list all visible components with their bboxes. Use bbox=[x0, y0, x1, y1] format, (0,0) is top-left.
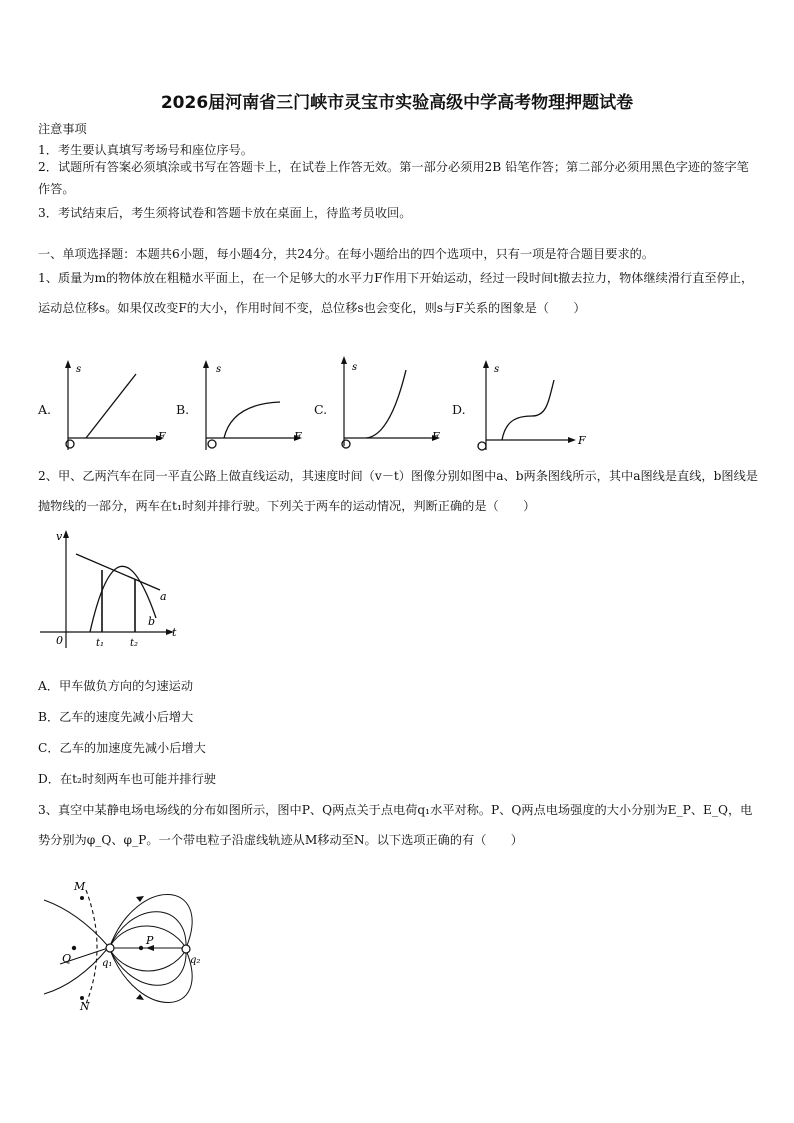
q1a-f-label: F bbox=[158, 430, 166, 443]
q1-graph-b[interactable] bbox=[198, 360, 318, 455]
notice-heading: 注意事项 bbox=[38, 122, 87, 136]
q1-graph-d[interactable] bbox=[476, 360, 596, 455]
q1b-s-label: s bbox=[216, 364, 222, 375]
q2-t-label: t bbox=[172, 626, 177, 639]
q1-option-d-label[interactable]: D. bbox=[452, 402, 466, 417]
q1-option-b-label[interactable]: B. bbox=[176, 402, 190, 417]
section-heading: 一、单项选择题：本题共6小题，每小题4分，共24分。在每小题给出的四个选项中，只有一项是符合题目要求的。 bbox=[38, 247, 655, 261]
q1c-s-label: s bbox=[352, 362, 358, 373]
q1-graph-c[interactable] bbox=[336, 356, 456, 451]
q2-option-d[interactable]: D．在t₂时刻两车也可能并排行驶 bbox=[38, 772, 216, 786]
q2-origin-label: 0 bbox=[56, 634, 63, 647]
q1-option-c-label[interactable]: C. bbox=[314, 402, 328, 417]
q3-p-label: P bbox=[146, 934, 154, 947]
q1c-f-label: F bbox=[432, 430, 440, 443]
q1d-s-label: s bbox=[494, 364, 500, 375]
q3-q-label: Q bbox=[62, 952, 72, 965]
notice-item-3: 3．考试结束后，考生须将试卷和答题卡放在桌面上，待监考员收回。 bbox=[38, 206, 412, 220]
page-title: 2026届河南省三门峡市灵宝市实验高级中学高考物理押题试卷 bbox=[160, 93, 634, 113]
q3-q2-label: q₂ bbox=[190, 955, 201, 966]
q2-t2-label: t₂ bbox=[130, 638, 139, 649]
q2-v-label: v bbox=[56, 530, 63, 543]
notice-item-1: 1．考生要认真填写考场号和座位序号。 bbox=[38, 143, 253, 157]
q2-vt-graph bbox=[38, 528, 188, 653]
q2-t1-label: t₁ bbox=[96, 638, 105, 649]
q3-m-label: M bbox=[74, 880, 86, 893]
q2-b-label: b bbox=[148, 615, 156, 628]
notice-item-2: 2．试题所有答案必须填涂或书写在答题卡上，在试卷上作答无效。第一部分必须用2B 铅笔作答；第二部分必须用黑色字迹的签字笔作答。 bbox=[38, 160, 749, 196]
q1-graph-a[interactable] bbox=[60, 360, 180, 455]
q3-n-label: N bbox=[80, 1000, 90, 1013]
q2-option-c[interactable]: C．乙车的加速度先减小后增大 bbox=[38, 741, 206, 755]
q2-a-label: a bbox=[160, 590, 167, 603]
q2-option-b[interactable]: B．乙车的速度先减小后增大 bbox=[38, 710, 194, 724]
q1b-f-label: F bbox=[294, 430, 302, 443]
q1d-f-label: F bbox=[578, 434, 586, 447]
q2-option-a[interactable]: A．甲车做负方向的匀速运动 bbox=[38, 679, 194, 693]
q1-option-a-label[interactable]: A. bbox=[38, 402, 52, 417]
question-2-text: 2、甲、乙两汽车在同一平直公路上做直线运动，其速度时间（v－t）图像分别如图中a、b两条图线所示，其中a图线是直线，b图线是抛物线的一部分，两车在t₁时刻并排行驶。下列关于两车的运动情况，判断正确的是（ ） bbox=[38, 469, 758, 513]
q3-q1-label: q₁ bbox=[102, 958, 113, 969]
q1a-s-label: s bbox=[76, 364, 82, 375]
question-3-text: 3、真空中某静电场电场线的分布如图所示，图中P、Q两点关于点电荷q₁水平对称。P、Q两点电场强度的大小分别为E_P、E_Q，电势分别为φ_Q、φ_P。一个带电粒子沿虚线轨迹从M移动至N。以下选项正确的有（ ） bbox=[38, 803, 753, 847]
q3-field-diagram bbox=[38, 872, 238, 1022]
question-1-text: 1、质量为m的物体放在粗糙水平面上，在一个足够大的水平力F作用下开始运动，经过一段时间t撤去拉力，物体继续滑行直至停止，运动总位移s。如果仅改变F的大小，作用时间不变，总位移s也会变化，则s与F关系的图象是（ ） bbox=[38, 271, 754, 315]
